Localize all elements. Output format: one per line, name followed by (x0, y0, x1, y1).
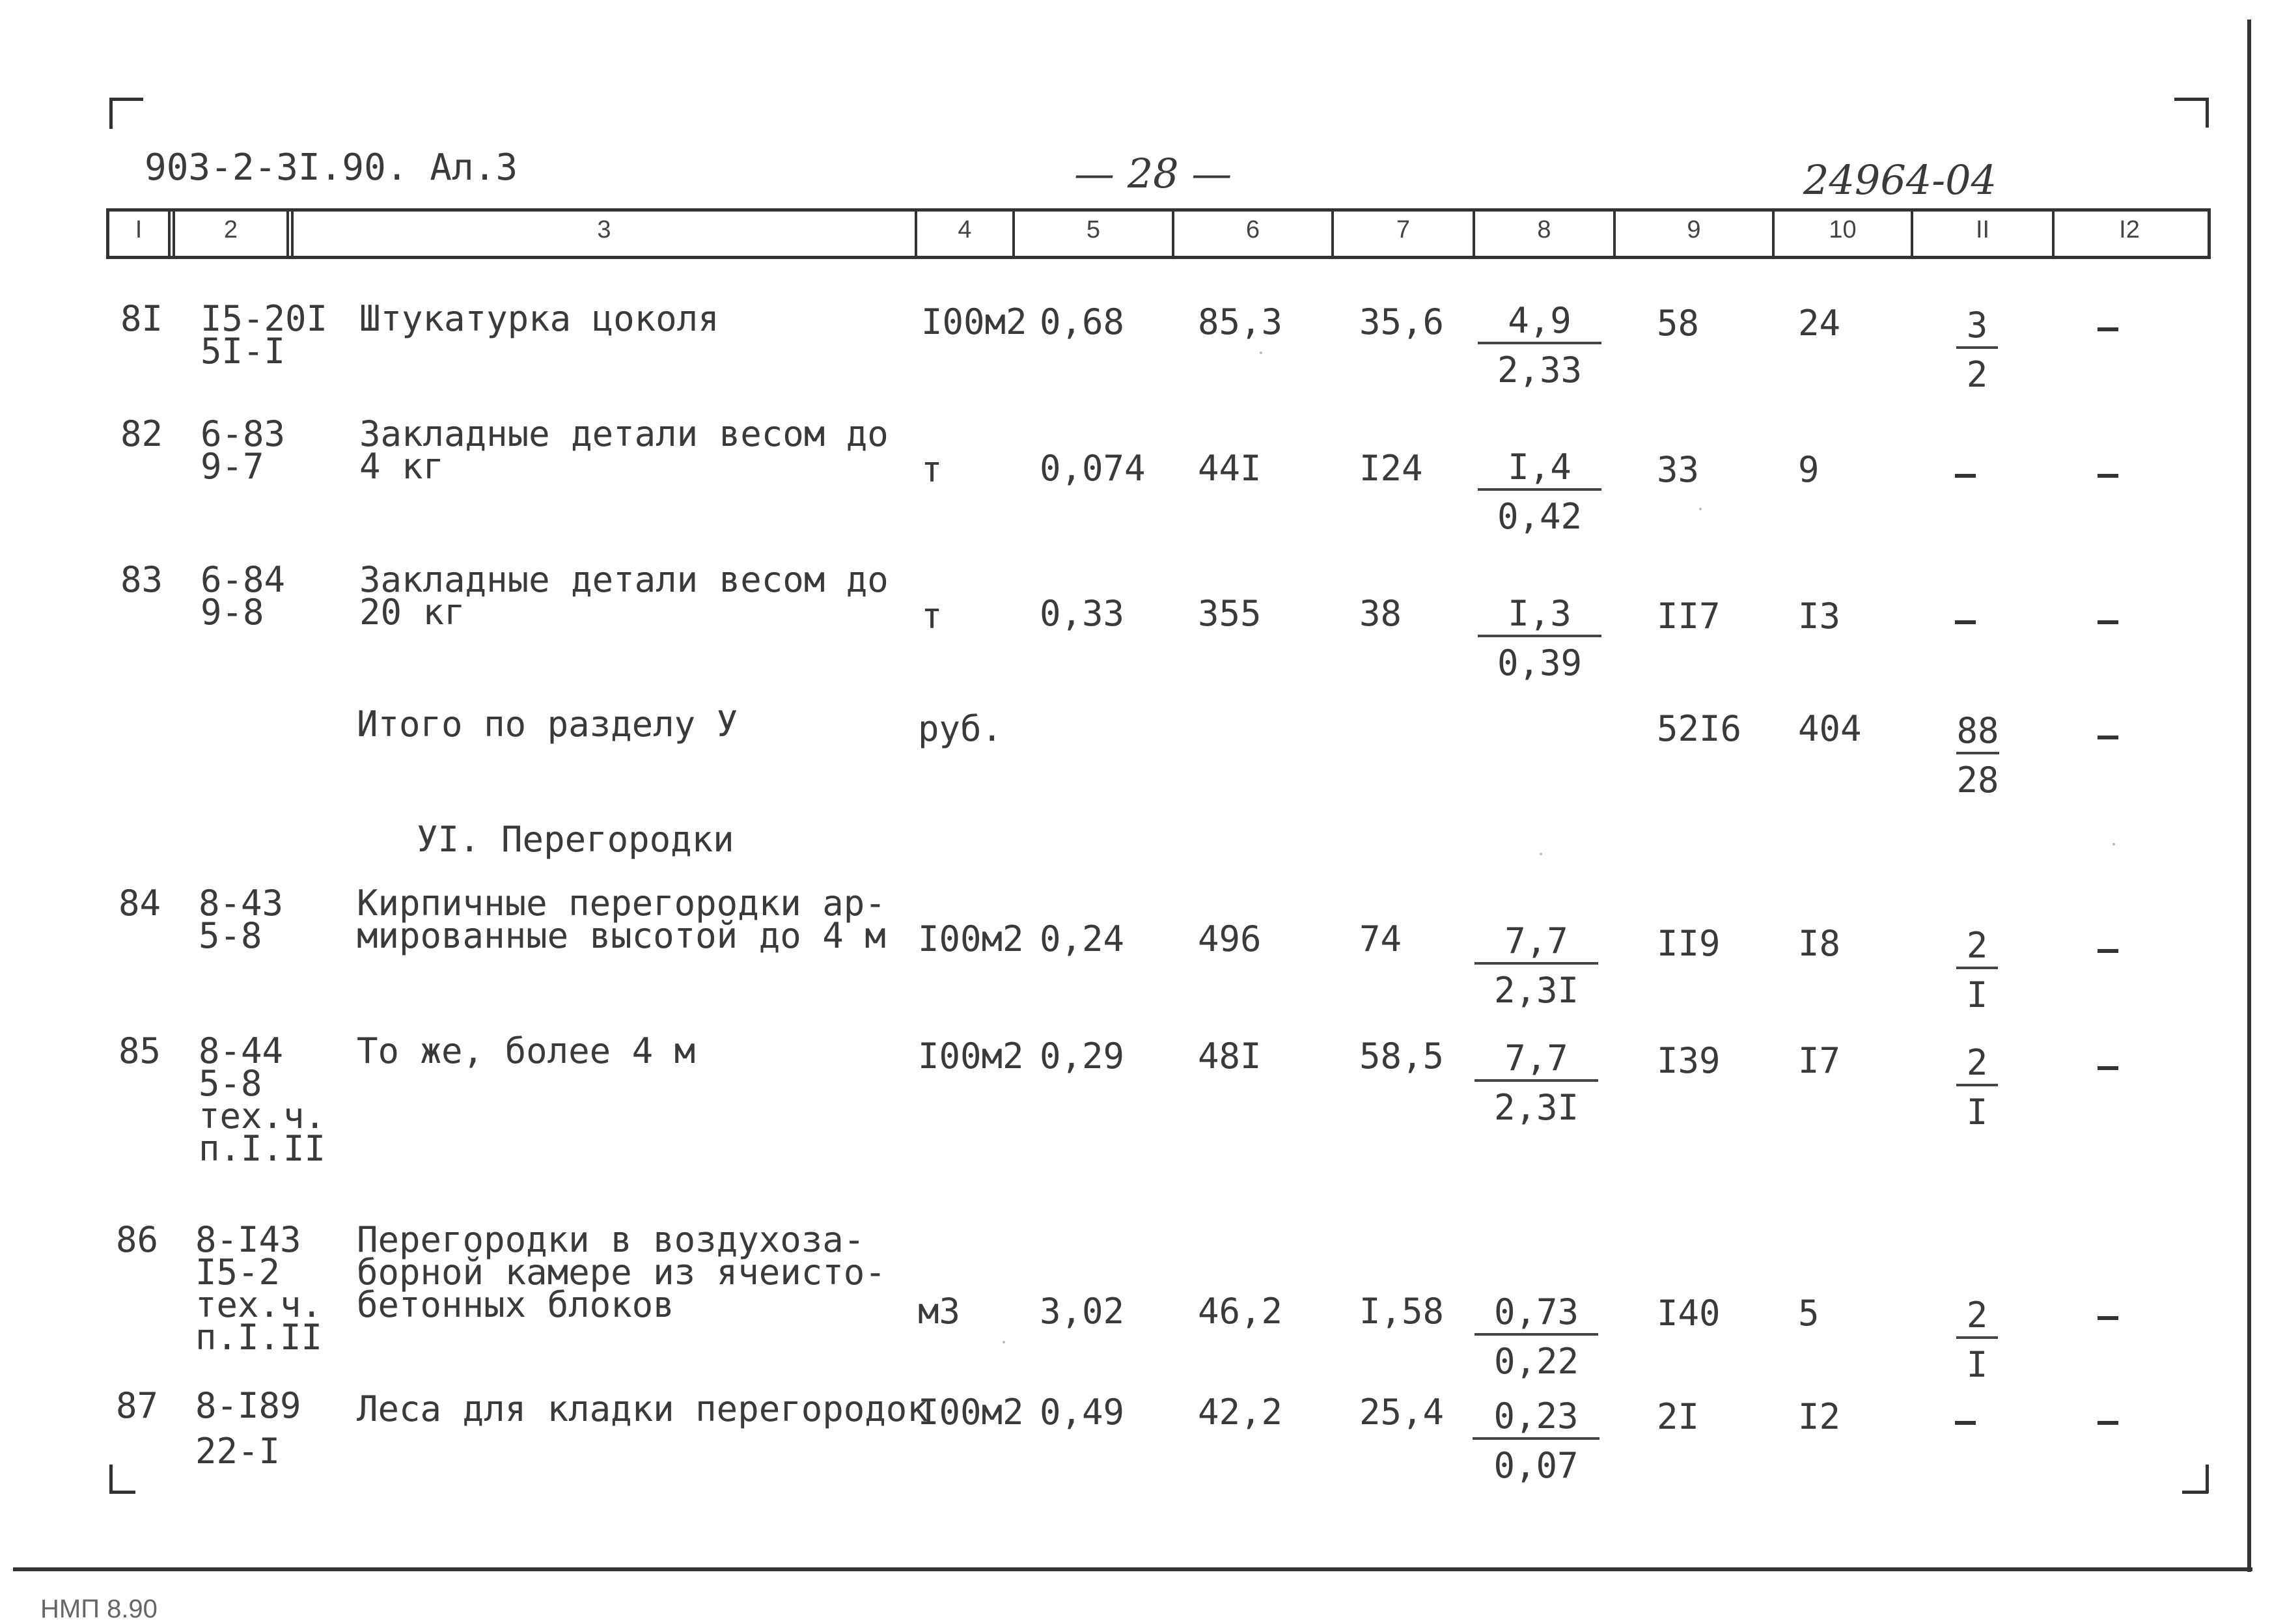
column-number: 2 (223, 216, 238, 243)
work-description: Закладные детали весом до (359, 559, 889, 600)
corner-mark-top-right-v (2206, 98, 2209, 128)
subtotal-column-10: 404 (1798, 708, 1862, 749)
scan-speck (1003, 1341, 1005, 1343)
unit: т (921, 596, 943, 637)
scan-speck (1260, 351, 1262, 354)
work-description: Штукатурка цоколя (359, 298, 719, 339)
rate-code: 8-44 (199, 1030, 284, 1071)
fraction-numerator: 7,7 (1475, 923, 1598, 965)
col-divider (286, 208, 289, 259)
row-number: 8I (120, 298, 163, 339)
row-number: 87 (116, 1385, 159, 1426)
unit: I00м2 (918, 1036, 1024, 1077)
fraction-numerator: 2 (1956, 928, 1998, 969)
unit: I00м2 (921, 301, 1027, 342)
fraction-denominator: 0,07 (1493, 1445, 1579, 1486)
column-9-value: 58 (1657, 303, 1700, 344)
column-number: 3 (597, 216, 611, 243)
rate-code: 5-8 (199, 1063, 262, 1104)
document-code: 903-2-3I.90. Ал.3 (145, 146, 518, 189)
column-6-value: 46,2 (1198, 1291, 1283, 1332)
fraction-numerator: 0,23 (1473, 1398, 1599, 1440)
quantity: 0,074 (1040, 448, 1146, 489)
rate-code: 5I-I (201, 331, 286, 372)
column-10-value: I7 (1798, 1040, 1841, 1081)
unit: т (921, 449, 943, 490)
empty-dash (1955, 474, 1976, 478)
column-11-fraction (1956, 925, 1998, 1015)
column-11-fraction (1956, 307, 1998, 393)
unit: I00м2 (918, 918, 1024, 959)
row-number: 85 (118, 1030, 161, 1071)
page-edge-right (2247, 20, 2251, 1572)
rate-code: 6-83 (201, 413, 286, 454)
column-11-fraction (1956, 1297, 1998, 1383)
column-number: 9 (1687, 216, 1701, 243)
fraction-numerator: 7,7 (1475, 1040, 1598, 1082)
empty-dash (2098, 474, 2118, 478)
column-7-value: 38 (1359, 593, 1402, 634)
column-7-value: I,58 (1359, 1291, 1445, 1332)
column-8-fraction (1475, 1291, 1598, 1382)
fraction-denominator: 0,39 (1497, 642, 1583, 683)
rate-code: 9-7 (201, 446, 264, 487)
work-description: 20 кг (359, 592, 465, 633)
column-8-fraction (1473, 1398, 1599, 1484)
column-7-value: 35,6 (1359, 301, 1445, 342)
column-9-value: II9 (1657, 923, 1721, 964)
column-11-fraction (1956, 1042, 1998, 1133)
column-9-value: I40 (1657, 1293, 1721, 1334)
fraction-denominator: 2 (1966, 354, 1988, 395)
fraction-denominator: 2,3I (1493, 970, 1579, 1011)
quantity: 3,02 (1040, 1291, 1125, 1332)
fraction-numerator: 2 (1956, 1045, 1998, 1086)
empty-dash (2098, 1066, 2118, 1070)
column-8-fraction (1478, 449, 1601, 535)
column-10-value: 5 (1798, 1293, 1820, 1334)
column-6-value: 355 (1198, 593, 1262, 634)
subtotal-unit: руб. (918, 708, 1003, 749)
column-number: 4 (958, 216, 972, 243)
column-10-value: I2 (1798, 1396, 1841, 1437)
unit: I00м2 (918, 1392, 1024, 1433)
fraction-numerator: 0,73 (1475, 1294, 1598, 1336)
empty-dash (1955, 620, 1976, 624)
column-10-value: I3 (1798, 596, 1841, 637)
column-9-value: 33 (1657, 449, 1700, 490)
fraction-denominator: 0,42 (1497, 496, 1583, 537)
work-description: Закладные детали весом до (359, 413, 889, 454)
work-description: То же, более 4 м (357, 1030, 696, 1071)
row-number: 84 (118, 883, 161, 924)
rate-code-note: тех.ч. (195, 1284, 323, 1325)
column-8-fraction (1475, 1040, 1598, 1126)
rate-code: 22-I (195, 1431, 281, 1472)
fraction-denominator: I (1966, 1344, 1988, 1385)
row-number: 86 (116, 1219, 159, 1260)
footer-stamp: НМП 8.90 (40, 1595, 158, 1623)
column-number: 7 (1396, 216, 1411, 243)
quantity: 0,68 (1040, 301, 1125, 342)
page-number: — 28 — (1074, 150, 1232, 197)
column-9-value: I39 (1657, 1040, 1721, 1081)
work-description: Леса для кладки перегородок (357, 1388, 928, 1429)
empty-dash (2098, 327, 2118, 331)
column-6-value: 48I (1198, 1036, 1262, 1077)
column-7-value: 58,5 (1359, 1036, 1445, 1077)
subtotal-column-11-fraction (1956, 710, 1999, 801)
corner-mark-top-right (2174, 98, 2208, 101)
empty-dash (1955, 1421, 1976, 1425)
work-description: бетонных блоков (357, 1284, 674, 1325)
column-9-value: II7 (1657, 596, 1721, 637)
subtotal-column-9: 52I6 (1657, 708, 1742, 749)
fraction-denominator: 28 (1956, 760, 1999, 801)
row-number: 82 (120, 413, 163, 454)
fraction-numerator: I,4 (1478, 449, 1601, 491)
section-title: УI. Перегородки (417, 819, 734, 860)
fraction-denominator: I (1966, 1092, 1988, 1133)
work-description: Перегородки в воздухоза- (357, 1219, 865, 1260)
empty-dash (2098, 736, 2118, 739)
column-10-value: 24 (1798, 303, 1841, 344)
page-edge-bottom (13, 1567, 2252, 1571)
fraction-numerator: 88 (1956, 713, 1999, 754)
column-7-value: 25,4 (1359, 1392, 1445, 1433)
quantity: 0,24 (1040, 918, 1125, 959)
rate-code: 8-I43 (195, 1219, 301, 1260)
column-number: 5 (1086, 216, 1101, 243)
rate-code: 8-I89 (195, 1385, 301, 1426)
scan-speck (2112, 843, 2115, 846)
fraction-denominator: 2,33 (1497, 350, 1583, 391)
rate-code: 6-84 (201, 559, 286, 600)
column-10-value: 9 (1798, 449, 1820, 490)
work-description: 4 кг (359, 446, 445, 487)
scan-speck (1540, 853, 1542, 855)
rate-code: 8-43 (199, 883, 284, 924)
fraction-numerator: 4,9 (1478, 303, 1601, 344)
column-6-value: 496 (1198, 918, 1262, 959)
quantity: 0,33 (1040, 593, 1125, 634)
project-number: 24964-04 (1803, 156, 1997, 204)
corner-mark-top-left-v (109, 98, 113, 129)
work-description: мированные высотой до 4 м (357, 915, 886, 956)
scan-speck (1699, 508, 1702, 510)
quantity: 0,49 (1040, 1392, 1125, 1433)
col-divider (168, 208, 171, 259)
corner-mark-bottom-left-v (109, 1465, 113, 1493)
corner-mark-top-left (109, 98, 143, 101)
empty-dash (2098, 620, 2118, 624)
column-7-value: I24 (1359, 448, 1423, 489)
column-number: I2 (2119, 216, 2140, 243)
column-6-value: 44I (1198, 448, 1262, 489)
column-6-value: 85,3 (1198, 301, 1283, 342)
column-number: II (1975, 216, 1990, 243)
rate-code-note: п.I.II (199, 1128, 326, 1169)
row-number: 83 (120, 559, 163, 600)
fraction-numerator: 2 (1956, 1297, 1998, 1339)
rate-code: I5-20I (201, 298, 328, 339)
column-9-value: 2I (1657, 1396, 1700, 1437)
fraction-denominator: I (1966, 974, 1988, 1015)
rate-code: 9-8 (201, 592, 264, 633)
subtotal-label: Итого по разделу У (357, 704, 738, 745)
fraction-numerator: 3 (1956, 307, 1998, 349)
column-number: 8 (1537, 216, 1551, 243)
work-description: борной камере из ячеисто- (357, 1252, 886, 1293)
rate-code-note: тех.ч. (199, 1095, 326, 1136)
work-description: Кирпичные перегородки ар- (357, 883, 886, 924)
column-7-value: 74 (1359, 918, 1402, 959)
rate-code-note: п.I.II (195, 1317, 323, 1358)
rate-code: I5-2 (195, 1252, 281, 1293)
column-6-value: 42,2 (1198, 1392, 1283, 1433)
fraction-denominator: 2,3I (1493, 1087, 1579, 1128)
column-number: 10 (1829, 216, 1857, 243)
corner-mark-bottom-right-v (2206, 1465, 2209, 1493)
column-8-fraction (1478, 593, 1601, 683)
empty-dash (2098, 949, 2118, 953)
rate-code: 5-8 (199, 915, 262, 956)
corner-mark-bottom-right (2182, 1491, 2208, 1494)
column-8-fraction (1478, 300, 1601, 391)
empty-dash (2098, 1421, 2118, 1425)
column-10-value: I8 (1798, 923, 1841, 964)
column-number: 6 (1245, 216, 1260, 243)
fraction-denominator: 0,22 (1493, 1341, 1579, 1382)
empty-dash (2098, 1316, 2118, 1320)
fraction-numerator: I,3 (1478, 596, 1601, 637)
quantity: 0,29 (1040, 1036, 1125, 1077)
column-number: I (135, 216, 143, 243)
unit: м3 (918, 1291, 961, 1332)
corner-mark-bottom-left (109, 1491, 135, 1494)
column-8-fraction (1475, 920, 1598, 1011)
